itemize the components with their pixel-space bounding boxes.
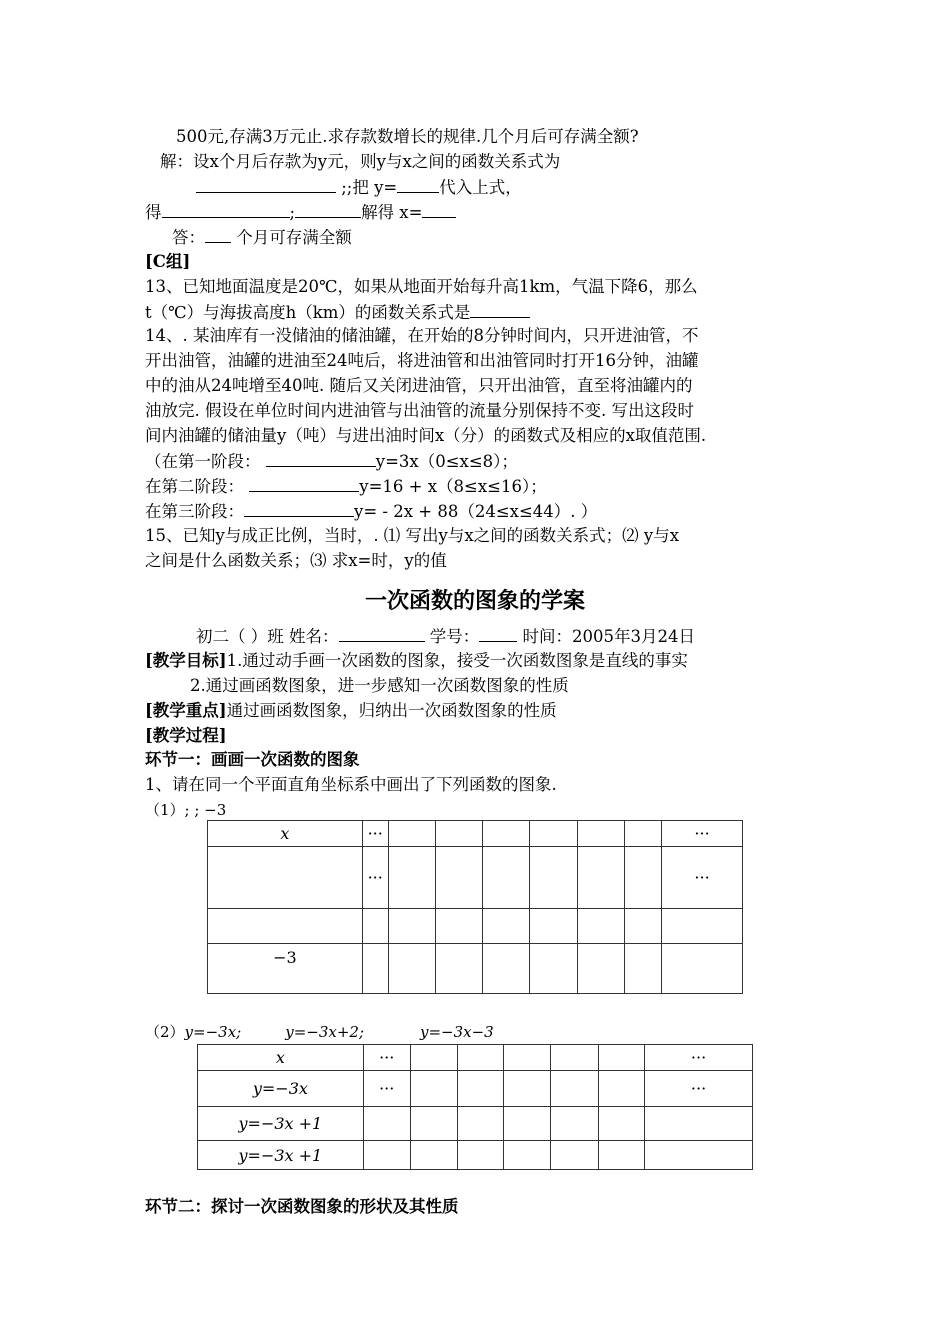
- focus-line: [教学重点]通过画函数图象，归纳出一次函数图象的性质: [145, 701, 557, 720]
- cell[interactable]: [530, 909, 578, 944]
- cell[interactable]: [551, 1141, 599, 1170]
- goal-line2: 2.通过画函数图象，进一步感知一次函数图象的性质: [190, 676, 569, 695]
- cell[interactable]: [578, 821, 625, 847]
- cell[interactable]: [530, 821, 578, 847]
- cell[interactable]: [504, 1071, 551, 1107]
- cell[interactable]: [599, 1045, 645, 1071]
- cell[interactable]: [645, 1141, 753, 1170]
- cell: ···: [362, 821, 388, 847]
- goal-line1: [教学目标]1.通过动手画一次函数的图象，接受一次函数图象是直线的事实: [145, 651, 688, 670]
- cell[interactable]: [599, 1071, 645, 1107]
- p12-line5: 答： 个月可存满全额: [172, 228, 352, 247]
- p14-line: 开出油管，油罐的进油至24吨后，将进油管和出油管同时打开16分钟，油罐: [145, 351, 699, 370]
- p14-line: 间内油罐的储油量y（吨）与进出油时间x（分）的函数式及相应的x取值范围.: [145, 426, 707, 445]
- p12-line1: 500元,存满3万元止.求存款数增长的规律.几个月后可存满全额?: [176, 127, 639, 146]
- cell[interactable]: [457, 1107, 504, 1141]
- table-row: [198, 1071, 753, 1107]
- cell[interactable]: [410, 1045, 457, 1071]
- q1-text: 1、请在同一个平面直角坐标系中画出了下列函数的图象.: [145, 775, 557, 794]
- cell: y=−3x +1: [198, 1107, 364, 1141]
- cell[interactable]: [388, 821, 435, 847]
- section1-heading: 环节一：画画一次函数的图象: [145, 750, 360, 769]
- p14-line: 油放完. 假设在单位时间内进油管与出油管的流量分别保持不变. 写出这段时: [145, 401, 694, 420]
- p14-line: 中的油从24吨增至40吨. 随后又关闭进油管，只开出油管，直至将油罐内的: [145, 376, 693, 395]
- cell[interactable]: [363, 1107, 410, 1141]
- cell[interactable]: [599, 1141, 645, 1170]
- cell: [208, 847, 363, 909]
- table-row: [208, 909, 743, 944]
- cell[interactable]: [483, 909, 530, 944]
- cell[interactable]: [363, 1141, 410, 1170]
- table-row: [198, 1141, 753, 1170]
- table-part1: [207, 820, 743, 994]
- cell: ···: [662, 847, 743, 909]
- group-c-heading: [C组]: [145, 252, 191, 271]
- table-row: [198, 1045, 753, 1071]
- table-part2: [197, 1044, 753, 1170]
- table-row: [208, 847, 743, 909]
- cell[interactable]: [625, 944, 662, 994]
- cell: −3: [208, 944, 363, 994]
- p15-line2: 之间是什么函数关系；⑶ 求x=时，y的值: [145, 551, 447, 570]
- p14-stage2: 在第二阶段： y=16 + x（8≤x≤16）；: [145, 477, 547, 496]
- cell[interactable]: [625, 847, 662, 909]
- p15-line1: 15、已知y与成正比例，当时，. ⑴ 写出y与x之间的函数关系式；⑵ y与x: [145, 526, 680, 545]
- cell: y=−3x: [198, 1071, 364, 1107]
- cell[interactable]: [410, 1141, 457, 1170]
- cell[interactable]: [578, 847, 625, 909]
- cell[interactable]: [388, 847, 435, 909]
- cell[interactable]: [662, 909, 743, 944]
- cell[interactable]: [504, 1107, 551, 1141]
- cell[interactable]: [645, 1107, 753, 1141]
- p14-stage1: （在第一阶段： y=3x（0≤x≤8）；: [145, 452, 518, 471]
- part2-label: （2）y=−3x; y=−3x+2; y=−3x−3: [145, 1023, 494, 1041]
- cell: ···: [662, 821, 743, 847]
- p12-line2: 解：设x个月后存款为y元，则y与x之间的函数关系式为: [160, 152, 561, 171]
- cell: x: [198, 1045, 364, 1071]
- p14-stage3: 在第三阶段： y= - 2x + 88（24≤x≤44）. ）: [145, 502, 598, 521]
- cell[interactable]: [530, 847, 578, 909]
- cell: y=−3x +1: [198, 1141, 364, 1170]
- table-row: [208, 821, 743, 847]
- table-row: [208, 944, 743, 994]
- cell: x: [208, 821, 363, 847]
- cell[interactable]: [504, 1141, 551, 1170]
- cell[interactable]: [435, 909, 483, 944]
- cell[interactable]: [388, 944, 435, 994]
- cell: ···: [363, 1071, 410, 1107]
- info-line: 初二（ ）班 姓名： 学号： 时间：2005年3月24日: [196, 627, 695, 646]
- cell[interactable]: [410, 1107, 457, 1141]
- cell[interactable]: [435, 821, 483, 847]
- cell[interactable]: [457, 1045, 504, 1071]
- cell[interactable]: [551, 1107, 599, 1141]
- p12-line3: ;;把 y= 代入上式，: [196, 176, 522, 199]
- part1-label: （1）; ; −3: [145, 801, 227, 819]
- cell[interactable]: [625, 909, 662, 944]
- page-title: 一次函数的图象的学案: [364, 589, 585, 614]
- cell[interactable]: [435, 944, 483, 994]
- p12-line4: 得 ; 解得 x=: [145, 201, 456, 224]
- cell[interactable]: [457, 1141, 504, 1170]
- cell: ···: [363, 1045, 410, 1071]
- cell[interactable]: [483, 821, 530, 847]
- p13-line2: t（℃）与海拔高度h（km）的函数关系式是: [145, 301, 530, 324]
- cell: [208, 909, 363, 944]
- cell[interactable]: [662, 944, 743, 994]
- cell: ···: [645, 1045, 753, 1071]
- cell: ···: [645, 1071, 753, 1107]
- cell[interactable]: [362, 909, 388, 944]
- cell[interactable]: [578, 909, 625, 944]
- p13-line1: 13、已知地面温度是20℃，如果从地面开始每升高1km，气温下降6，那么: [145, 277, 698, 296]
- cell[interactable]: [551, 1071, 599, 1107]
- cell[interactable]: [504, 1045, 551, 1071]
- cell[interactable]: [410, 1071, 457, 1107]
- table-row: [198, 1107, 753, 1141]
- cell[interactable]: [435, 847, 483, 909]
- cell[interactable]: [388, 909, 435, 944]
- process-heading: [教学过程]: [145, 726, 227, 745]
- p14-line: 14、. 某油库有一没储油的储油罐，在开始的8分钟时间内，只开进油管，不: [145, 326, 699, 345]
- cell: ···: [362, 847, 388, 909]
- cell[interactable]: [362, 944, 388, 994]
- cell[interactable]: [483, 944, 530, 994]
- cell[interactable]: [551, 1045, 599, 1071]
- cell[interactable]: [530, 944, 578, 994]
- cell[interactable]: [483, 847, 530, 909]
- cell[interactable]: [578, 944, 625, 994]
- cell[interactable]: [599, 1107, 645, 1141]
- cell[interactable]: [457, 1071, 504, 1107]
- section2-heading: 环节二：探讨一次函数图象的形状及其性质: [145, 1197, 459, 1216]
- cell[interactable]: [625, 821, 662, 847]
